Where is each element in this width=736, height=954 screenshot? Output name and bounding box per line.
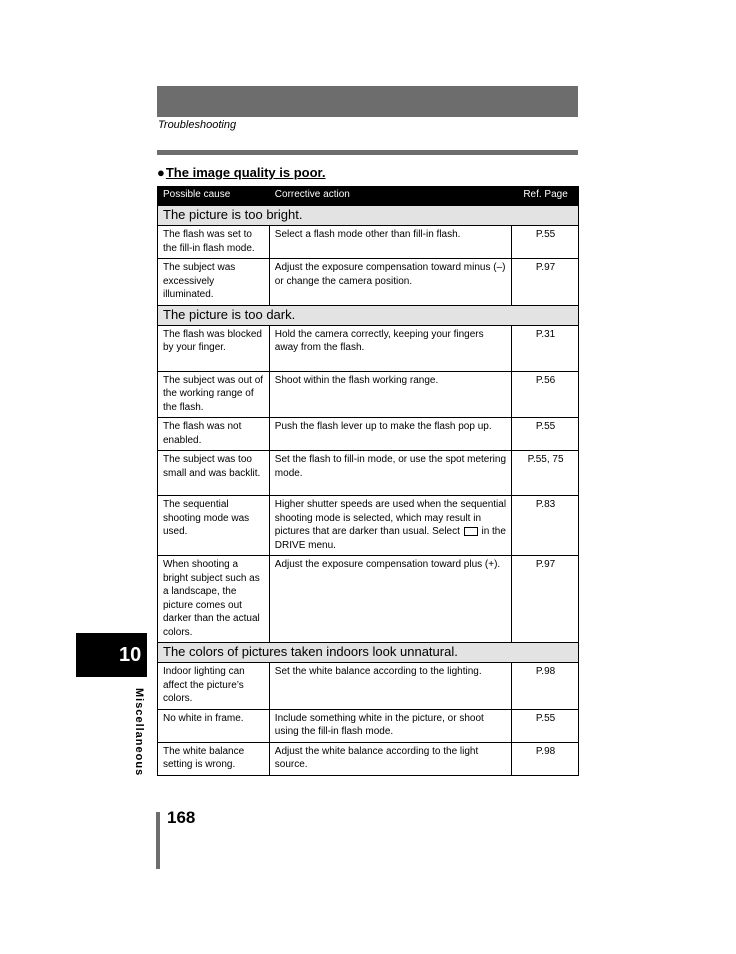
action-cell: Adjust the white balance according to the light source. xyxy=(269,742,511,775)
ref-cell: P.83 xyxy=(512,496,579,556)
table-row xyxy=(158,226,579,259)
cause-cell: The white balance setting is wrong. xyxy=(158,742,270,775)
ref-cell: P.97 xyxy=(512,259,579,306)
cause-cell: The sequential shooting mode was used. xyxy=(158,496,270,556)
cause-cell: The flash was set to the fill-in flash mode. xyxy=(158,226,270,259)
page-number-rule xyxy=(156,812,160,869)
cause-cell: The subject was excessively illuminated. xyxy=(158,259,270,306)
group-title: The colors of pictures taken indoors look unnatural. xyxy=(158,643,579,663)
cause-cell: Indoor lighting can affect the picture’s colors. xyxy=(158,663,270,710)
ref-cell: P.31 xyxy=(512,325,579,371)
ref-cell: P.55 xyxy=(512,226,579,259)
group-row xyxy=(158,305,579,325)
cause-cell: No white in frame. xyxy=(158,709,270,742)
action-text: Higher shutter speeds are used when the sequential shooting mode is selected, which may result in pictures that are darker than usual. Select xyxy=(274,499,507,537)
ref-cell: P.56 xyxy=(512,371,579,418)
table-row xyxy=(158,325,579,371)
action-cell: Adjust the exposure compensation toward minus (–) or change the camera position. xyxy=(269,259,511,306)
ref-cell: P.98 xyxy=(512,663,579,710)
cause-cell: The flash was not enabled. xyxy=(158,418,270,451)
ref-cell: P.55 xyxy=(512,418,579,451)
action-cell: Push the flash lever up to make the flash pop up. xyxy=(269,418,511,451)
group-title: The picture is too bright. xyxy=(158,206,579,226)
table-row xyxy=(158,663,579,710)
action-cell xyxy=(269,496,511,556)
action-text: in the DRIVE menu. xyxy=(274,526,506,551)
chapter-number: 10 xyxy=(119,644,142,666)
table-row xyxy=(158,259,579,306)
group-row xyxy=(158,643,579,663)
ref-cell: P.97 xyxy=(512,556,579,643)
action-cell: Adjust the exposure compensation toward plus (+). xyxy=(269,556,511,643)
action-cell: Shoot within the flash working range. xyxy=(269,371,511,418)
table-row xyxy=(158,496,579,556)
cause-cell: When shooting a bright subject such as a landscape, the picture comes out darker than the actual colors. xyxy=(158,556,270,643)
bullet-icon: ● xyxy=(157,165,165,180)
column-header-action: Corrective action xyxy=(269,187,511,206)
cause-cell: The subject was too small and was backlit. xyxy=(158,451,270,496)
group-row xyxy=(158,206,579,226)
table-row xyxy=(158,709,579,742)
ref-cell: P.98 xyxy=(512,742,579,775)
section-divider xyxy=(157,150,578,155)
table-row xyxy=(158,418,579,451)
page-number: 168 xyxy=(167,808,196,827)
action-cell: Hold the camera correctly, keeping your fingers away from the flash. xyxy=(269,325,511,371)
troubleshooting-table xyxy=(157,186,579,776)
column-header-ref: Ref. Page xyxy=(512,187,579,206)
action-cell: Set the flash to fill-in mode, or use the spot metering mode. xyxy=(269,451,511,496)
table-header-row xyxy=(158,187,579,206)
table-row xyxy=(158,371,579,418)
heading-text: The image quality is poor. xyxy=(165,165,326,180)
page-heading xyxy=(157,165,326,180)
single-frame-icon xyxy=(464,527,478,536)
section-label: Troubleshooting xyxy=(158,119,237,131)
column-header-cause: Possible cause xyxy=(158,187,270,206)
table-row xyxy=(158,451,579,496)
ref-cell: P.55, 75 xyxy=(512,451,579,496)
cause-cell: The flash was blocked by your finger. xyxy=(158,325,270,371)
table-row xyxy=(158,556,579,643)
header-bar xyxy=(157,86,578,117)
action-cell: Select a flash mode other than fill-in flash. xyxy=(269,226,511,259)
ref-cell: P.55 xyxy=(512,709,579,742)
action-cell: Set the white balance according to the lighting. xyxy=(269,663,511,710)
group-title: The picture is too dark. xyxy=(158,305,579,325)
table-row xyxy=(158,742,579,775)
chapter-label: Miscellaneous xyxy=(133,688,145,777)
action-cell: Include something white in the picture, or shoot using the fill-in flash mode. xyxy=(269,709,511,742)
cause-cell: The subject was out of the working range of the flash. xyxy=(158,371,270,418)
